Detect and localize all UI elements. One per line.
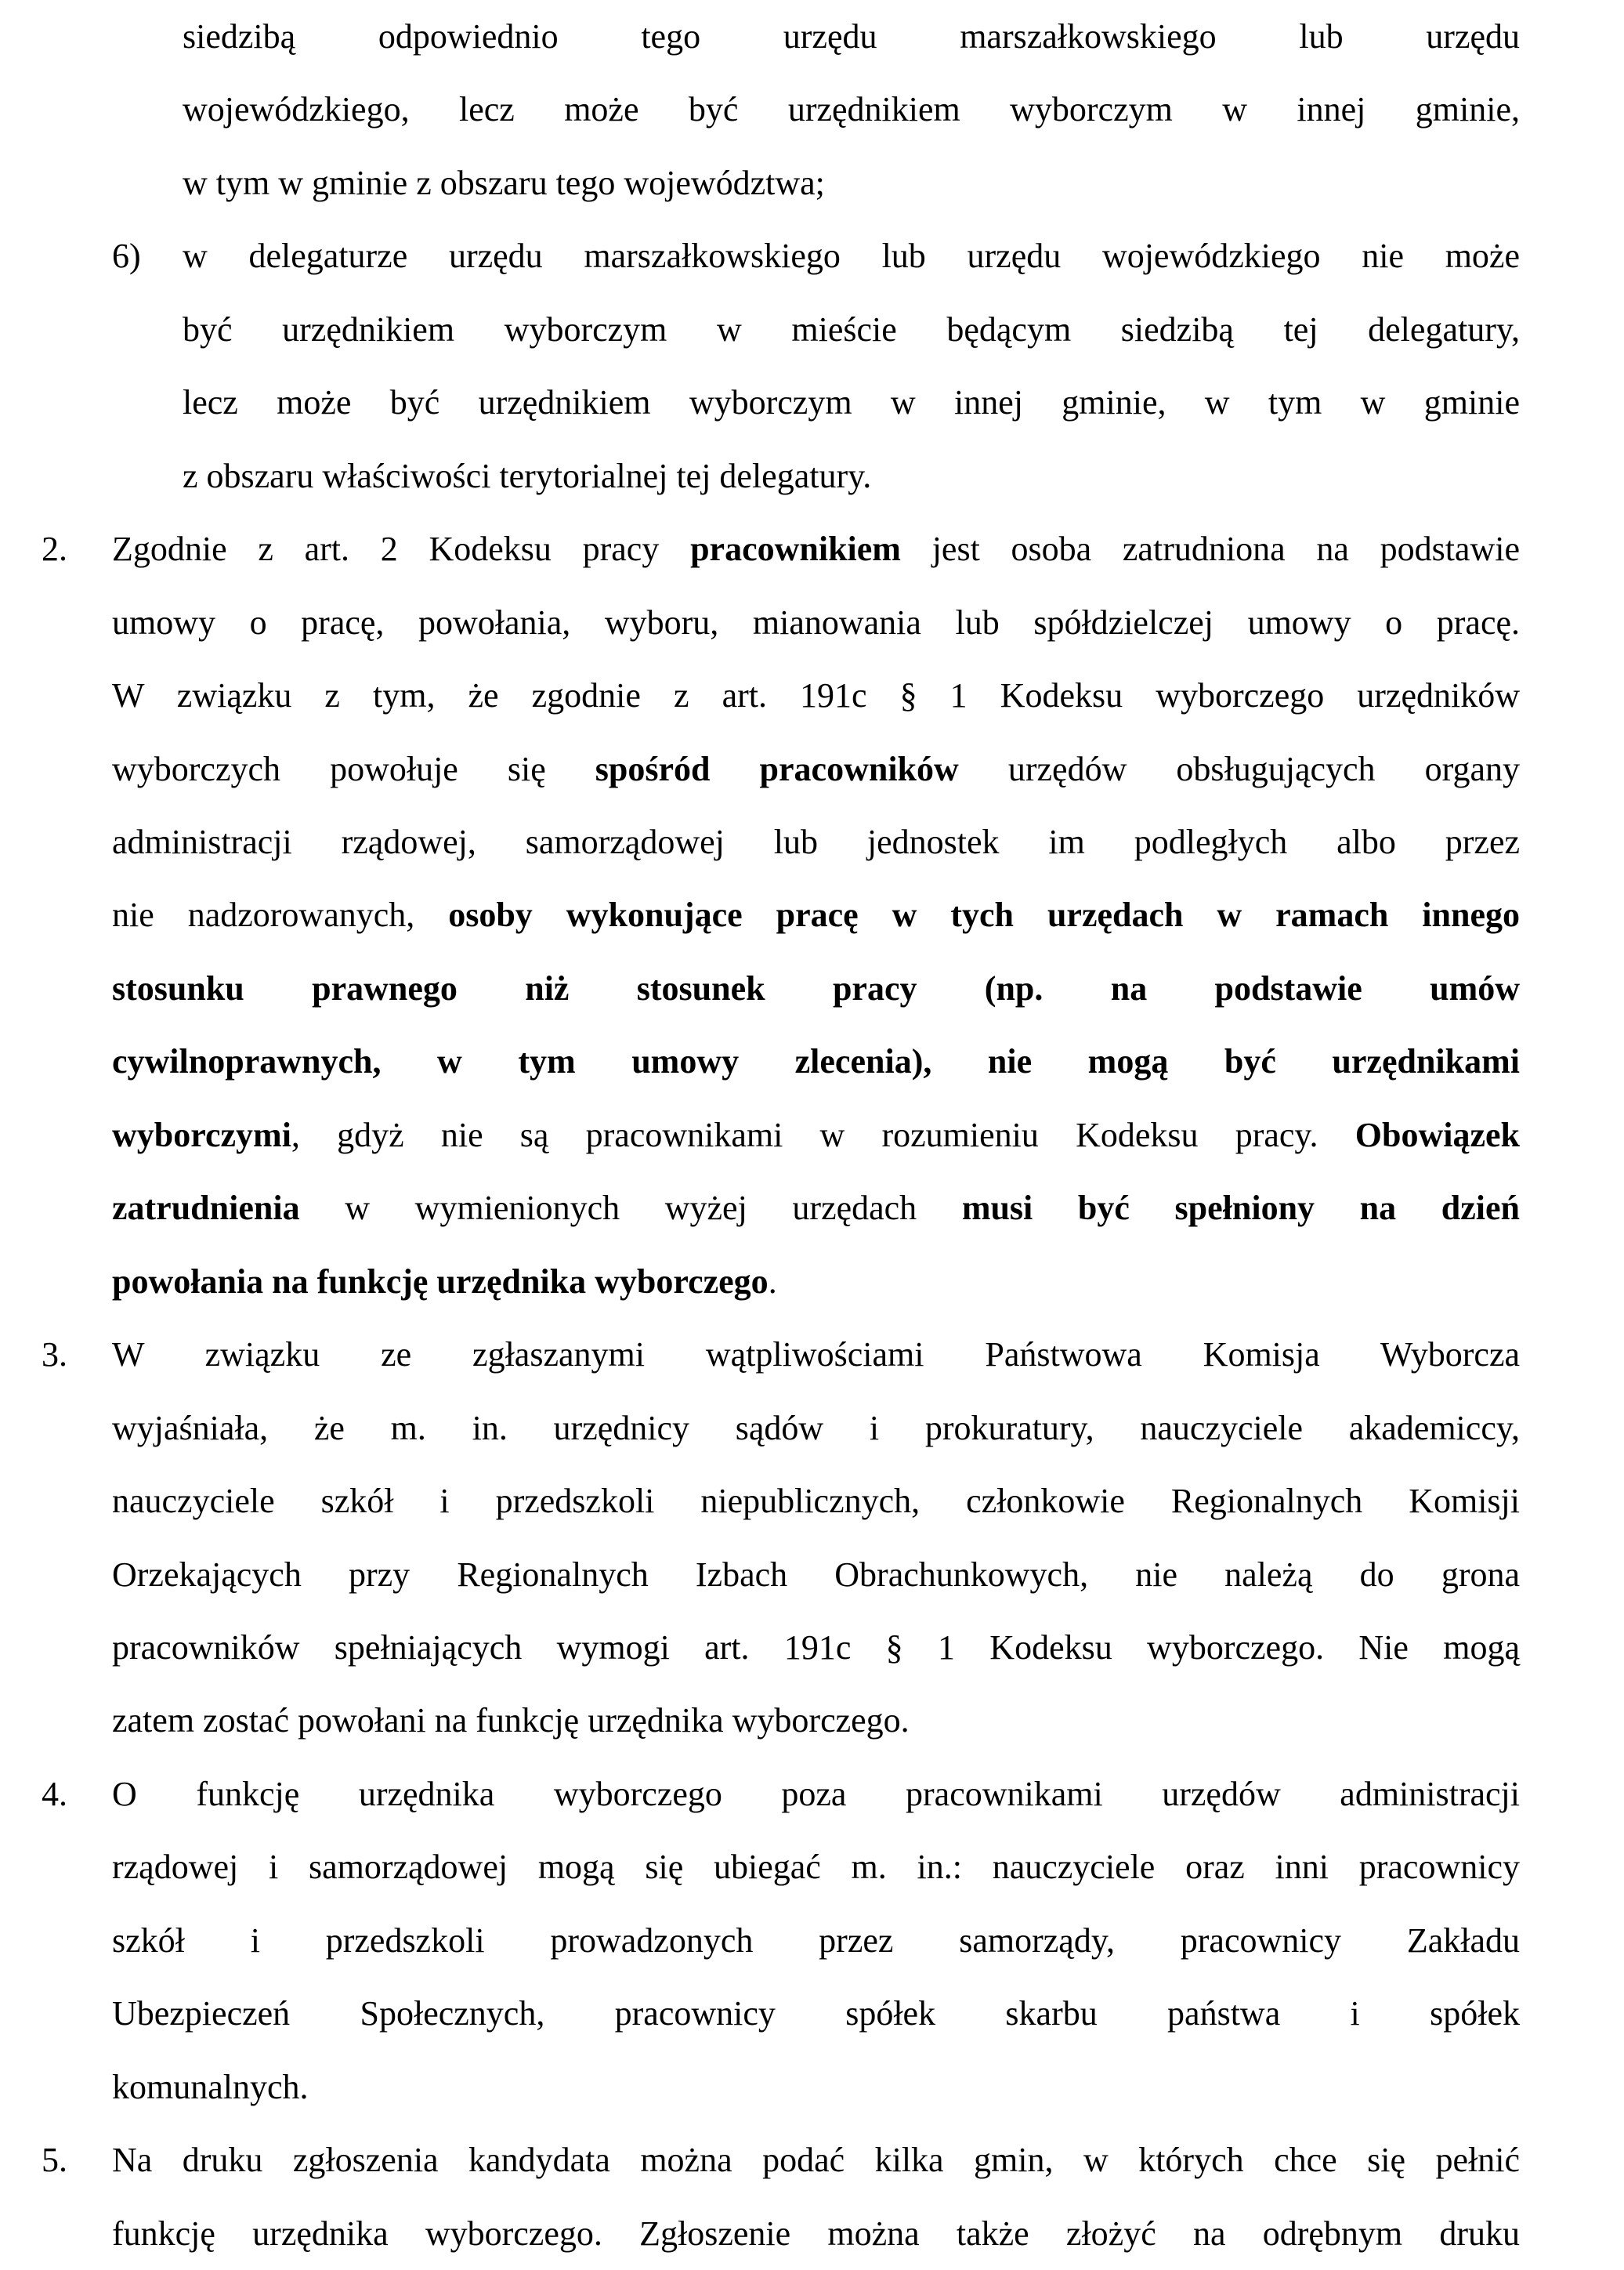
list-item-2 [42, 512, 1520, 1318]
text-line [42, 512, 1520, 585]
text-run: wyborczych powołuje się [112, 749, 595, 788]
text-run: Orzekających przy Regionalnych Izbach Obrachunkowych, nie należą do grona [112, 1555, 1520, 1594]
text-line [183, 0, 1520, 73]
bold-text-run: Obowiązek [1355, 1115, 1520, 1154]
text-line [112, 806, 1520, 878]
list-marker: 4. [42, 1774, 67, 1813]
text-run: pracowników spełniających wymogi art. 191c § 1 Kodeksu wyborczego. Nie mogą [112, 1627, 1520, 1667]
list-item-3 [42, 1318, 1520, 1758]
text-run: nie nadzorowanych, [112, 896, 449, 935]
text-run: komunalnych. [112, 2067, 309, 2106]
text-run: Ubezpieczeń Społecznych, pracownicy spółek skarbu państwa i spółek [112, 1994, 1520, 2033]
text-run: Na druku zgłoszenia kandydata można podać kilka gmin, w których chce się pełnić [112, 2141, 1520, 2180]
bold-text-run: stosunku prawnego niż stosunek pracy (np. na podstawie umów [112, 968, 1520, 1008]
text-line [112, 2051, 1520, 2123]
text-run: . [768, 1262, 777, 1301]
text-line [112, 1904, 1520, 1977]
text-line [112, 1025, 1520, 1098]
text-run: w tym w gminie z obszaru tego województwa; [183, 163, 825, 202]
text-line [112, 878, 1520, 951]
text-run: umowy o pracę, powołania, wyboru, mianowania lub spółdzielczej umowy o pracę. [112, 603, 1520, 642]
text-run: W związku z tym, że zgodnie z art. 191c § 1 Kodeksu wyborczego urzędników [112, 676, 1520, 715]
text-run: wyjaśniała, że m. in. urzędnicy sądów i prokuratury, nauczyciele akademiccy, [112, 1408, 1520, 1447]
text-run: funkcję urzędnika wyborczego. Zgłoszenie można także złożyć na odrębnym druku [112, 2214, 1520, 2253]
text-line [42, 2123, 1520, 2196]
text-run: administracji rządowej, samorządowej lub jednostek im podległych albo przez [112, 822, 1520, 861]
text-run: w delegaturze urzędu marszałkowskiego lub urzędu wojewódzkiego nie może [183, 237, 1520, 276]
list-marker: 6) [112, 237, 141, 276]
list-item-5 [42, 2123, 1520, 2270]
text-line [112, 952, 1520, 1025]
text-run: lecz może być urzędnikiem wyborczym w innej gminie, w tym w gminie [183, 383, 1520, 422]
list-marker: 2. [42, 530, 67, 569]
text-run: szkół i przedszkoli prowadzonych przez samorządy, pracownicy Zakładu [112, 1921, 1520, 1960]
text-run: O funkcję urzędnika wyborczego poza pracownikami urzędów administracji [112, 1774, 1520, 1813]
sub-item-continuation [183, 0, 1520, 219]
text-run: urzędów obsługujących organy [958, 749, 1520, 788]
text-run: zatem zostać powołani na funkcję urzędnika wyborczego. [112, 1701, 910, 1740]
text-line [112, 1977, 1520, 2050]
text-run: nauczyciele szkół i przedszkoli niepublicznych, członkowie Regionalnych Komisji [112, 1482, 1520, 1521]
text-line [183, 147, 1520, 219]
bold-text-run: powołania na funkcję urzędnika wyborczego [112, 1262, 769, 1301]
text-line [183, 293, 1520, 366]
text-line [42, 1318, 1520, 1391]
text-run: jest osoba zatrudniona na podstawie [900, 530, 1520, 569]
list-marker: 5. [42, 2141, 67, 2180]
list-marker: 3. [42, 1335, 67, 1374]
text-line [42, 1758, 1520, 1830]
text-line [112, 219, 1520, 292]
bold-text-run: zatrudnienia [112, 1189, 300, 1228]
list-item-4 [42, 1758, 1520, 2123]
text-run: , gdyż nie są pracownikami w rozumieniu Kodeksu pracy. [291, 1115, 1355, 1154]
text-line [112, 1611, 1520, 1684]
text-line [112, 586, 1520, 659]
text-line [112, 733, 1520, 806]
text-run: być urzędnikiem wyborczym w mieście będącym siedzibą tej delegatury, [183, 310, 1520, 349]
text-run: W związku ze zgłaszanymi wątpliwościami Państwowa Komisja Wyborcza [112, 1335, 1520, 1374]
bold-text-run: musi być spełniony na dzień [961, 1189, 1520, 1228]
text-line [112, 659, 1520, 732]
text-line [112, 1392, 1520, 1464]
text-line [112, 1171, 1520, 1244]
sub-item-6 [112, 219, 1520, 512]
text-run: wojewódzkiego, lecz może być urzędnikiem wyborczym w innej gminie, [183, 90, 1520, 129]
text-run: z obszaru właściwości terytorialnej tej delegatury. [183, 456, 872, 495]
text-run: siedzibą odpowiednio tego urzędu marszałkowskiego lub urzędu [183, 17, 1520, 56]
text-line [112, 1245, 1520, 1318]
text-line [112, 1099, 1520, 1171]
bold-text-run: spośród pracowników [595, 749, 959, 788]
text-line [112, 1464, 1520, 1537]
text-line [112, 1684, 1520, 1757]
text-line [183, 73, 1520, 146]
bold-text-run: osoby wykonujące pracę w tych urzędach w ramach innego [448, 896, 1520, 935]
text-run: rządowej i samorządowej mogą się ubiegać m. in.: nauczyciele oraz inni pracownicy [112, 1848, 1520, 1887]
text-line [112, 1830, 1520, 1903]
bold-text-run: pracownikiem [690, 530, 901, 569]
text-line [112, 1538, 1520, 1611]
text-run: w wymienionych wyżej urzędach [299, 1189, 962, 1228]
text-run: Zgodnie z art. 2 Kodeksu pracy [112, 530, 691, 569]
text-line [183, 366, 1520, 439]
bold-text-run: wyborczymi [112, 1115, 291, 1154]
text-line [112, 2197, 1520, 2270]
text-line [183, 440, 1520, 512]
bold-text-run: cywilnoprawnych, w tym umowy zlecenia), nie mogą być urzędnikami [112, 1042, 1520, 1081]
